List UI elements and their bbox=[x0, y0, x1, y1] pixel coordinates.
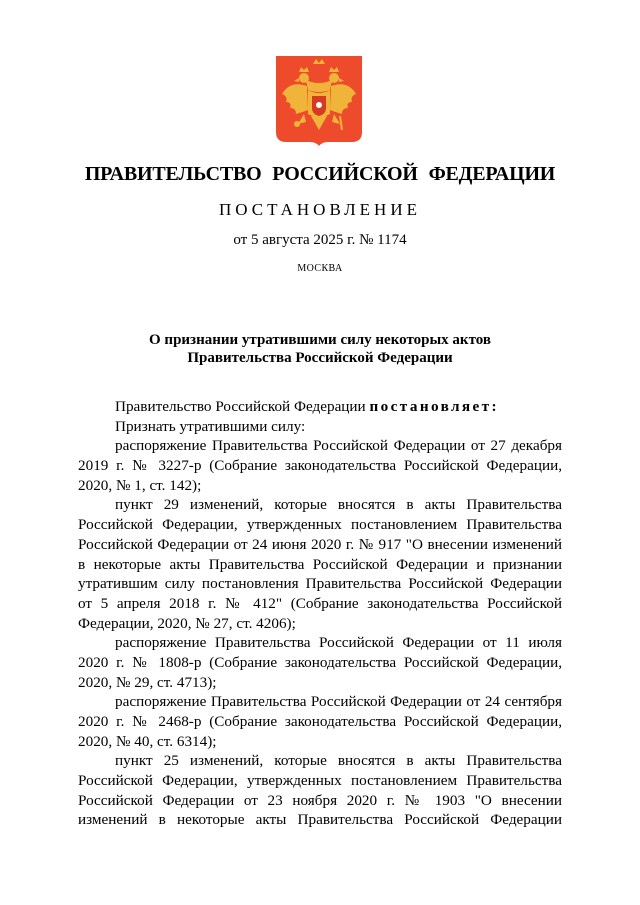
body-line: Федерации, 2020, № 27, ст. 4206); bbox=[78, 614, 296, 632]
body-line: Российской Федерации от 23 ноября 2020 г. № 1903 "О внесении bbox=[78, 791, 562, 809]
body-line: Российской Федерации от 24 июня 2020 г. № 917 "О внесении изменений bbox=[78, 535, 562, 553]
body-line: 2020 г. № 2468-р (Собрание законодательства Российской Федерации, bbox=[78, 713, 562, 730]
body-line: 2019 г. № 3227-р (Собрание законодательства Российской Федерации, bbox=[78, 457, 562, 475]
intro-text: Правительство Российской Федерации bbox=[115, 398, 370, 415]
decree-date-number: от 5 августа 2025 г. № 1174 bbox=[233, 232, 407, 248]
body-line: распоряжение Правительства Российской Федерации от 11 июля bbox=[115, 634, 562, 652]
body-line: 2020, № 1, ст. 142); bbox=[78, 476, 202, 494]
city-label: МОСКВА bbox=[297, 263, 343, 274]
coat-of-arms-icon bbox=[276, 56, 362, 146]
body-line: пункт 29 изменений, которые вносятся в акты Правительства bbox=[115, 496, 562, 514]
body-line: от 5 апреля 2018 г. № 412" (Собрание законодательства Российской bbox=[78, 594, 562, 612]
intro-line bbox=[78, 397, 562, 417]
title-line-2: Правительства Российской Федерации bbox=[187, 350, 453, 366]
body-line: утратившим силу постановления Правительства Российской Федерации bbox=[78, 575, 562, 593]
body-line: Российской Федерации, утвержденных постановлением Правительства bbox=[78, 516, 562, 534]
body-line: 2020, № 29, ст. 4713); bbox=[78, 673, 217, 691]
document-title bbox=[60, 331, 580, 367]
decree-body bbox=[78, 397, 562, 830]
title-line-1: О признании утратившими силу некоторых актов bbox=[149, 332, 491, 348]
resolves-word: постановляет: bbox=[369, 398, 499, 415]
body-line: пункт 25 изменений, которые вносятся в акты Правительства bbox=[115, 752, 562, 770]
body-line: распоряжение Правительства Российской Федерации от 24 сентября bbox=[115, 693, 562, 711]
body-line: Признать утратившими силу: bbox=[115, 417, 306, 435]
government-heading: ПРАВИТЕЛЬСТВО РОССИЙСКОЙ ФЕДЕРАЦИИ bbox=[84, 163, 556, 185]
body-line: в некоторые акты Правительства Российской Федерации и признании bbox=[78, 555, 562, 573]
body-line: 2020, № 40, ст. 6314); bbox=[78, 732, 217, 750]
body-line: Российской Федерации, утвержденных постановлением Правительства bbox=[78, 772, 562, 790]
body-line: 2020 г. № 1808-р (Собрание законодательства Российской Федерации, bbox=[78, 653, 562, 671]
body-line: изменений в некоторые акты Правительства Российской Федерации bbox=[78, 811, 562, 829]
body-line: распоряжение Правительства Российской Федерации от 27 декабря bbox=[115, 437, 562, 455]
document-type: ПОСТАНОВЛЕНИЕ bbox=[218, 200, 421, 219]
